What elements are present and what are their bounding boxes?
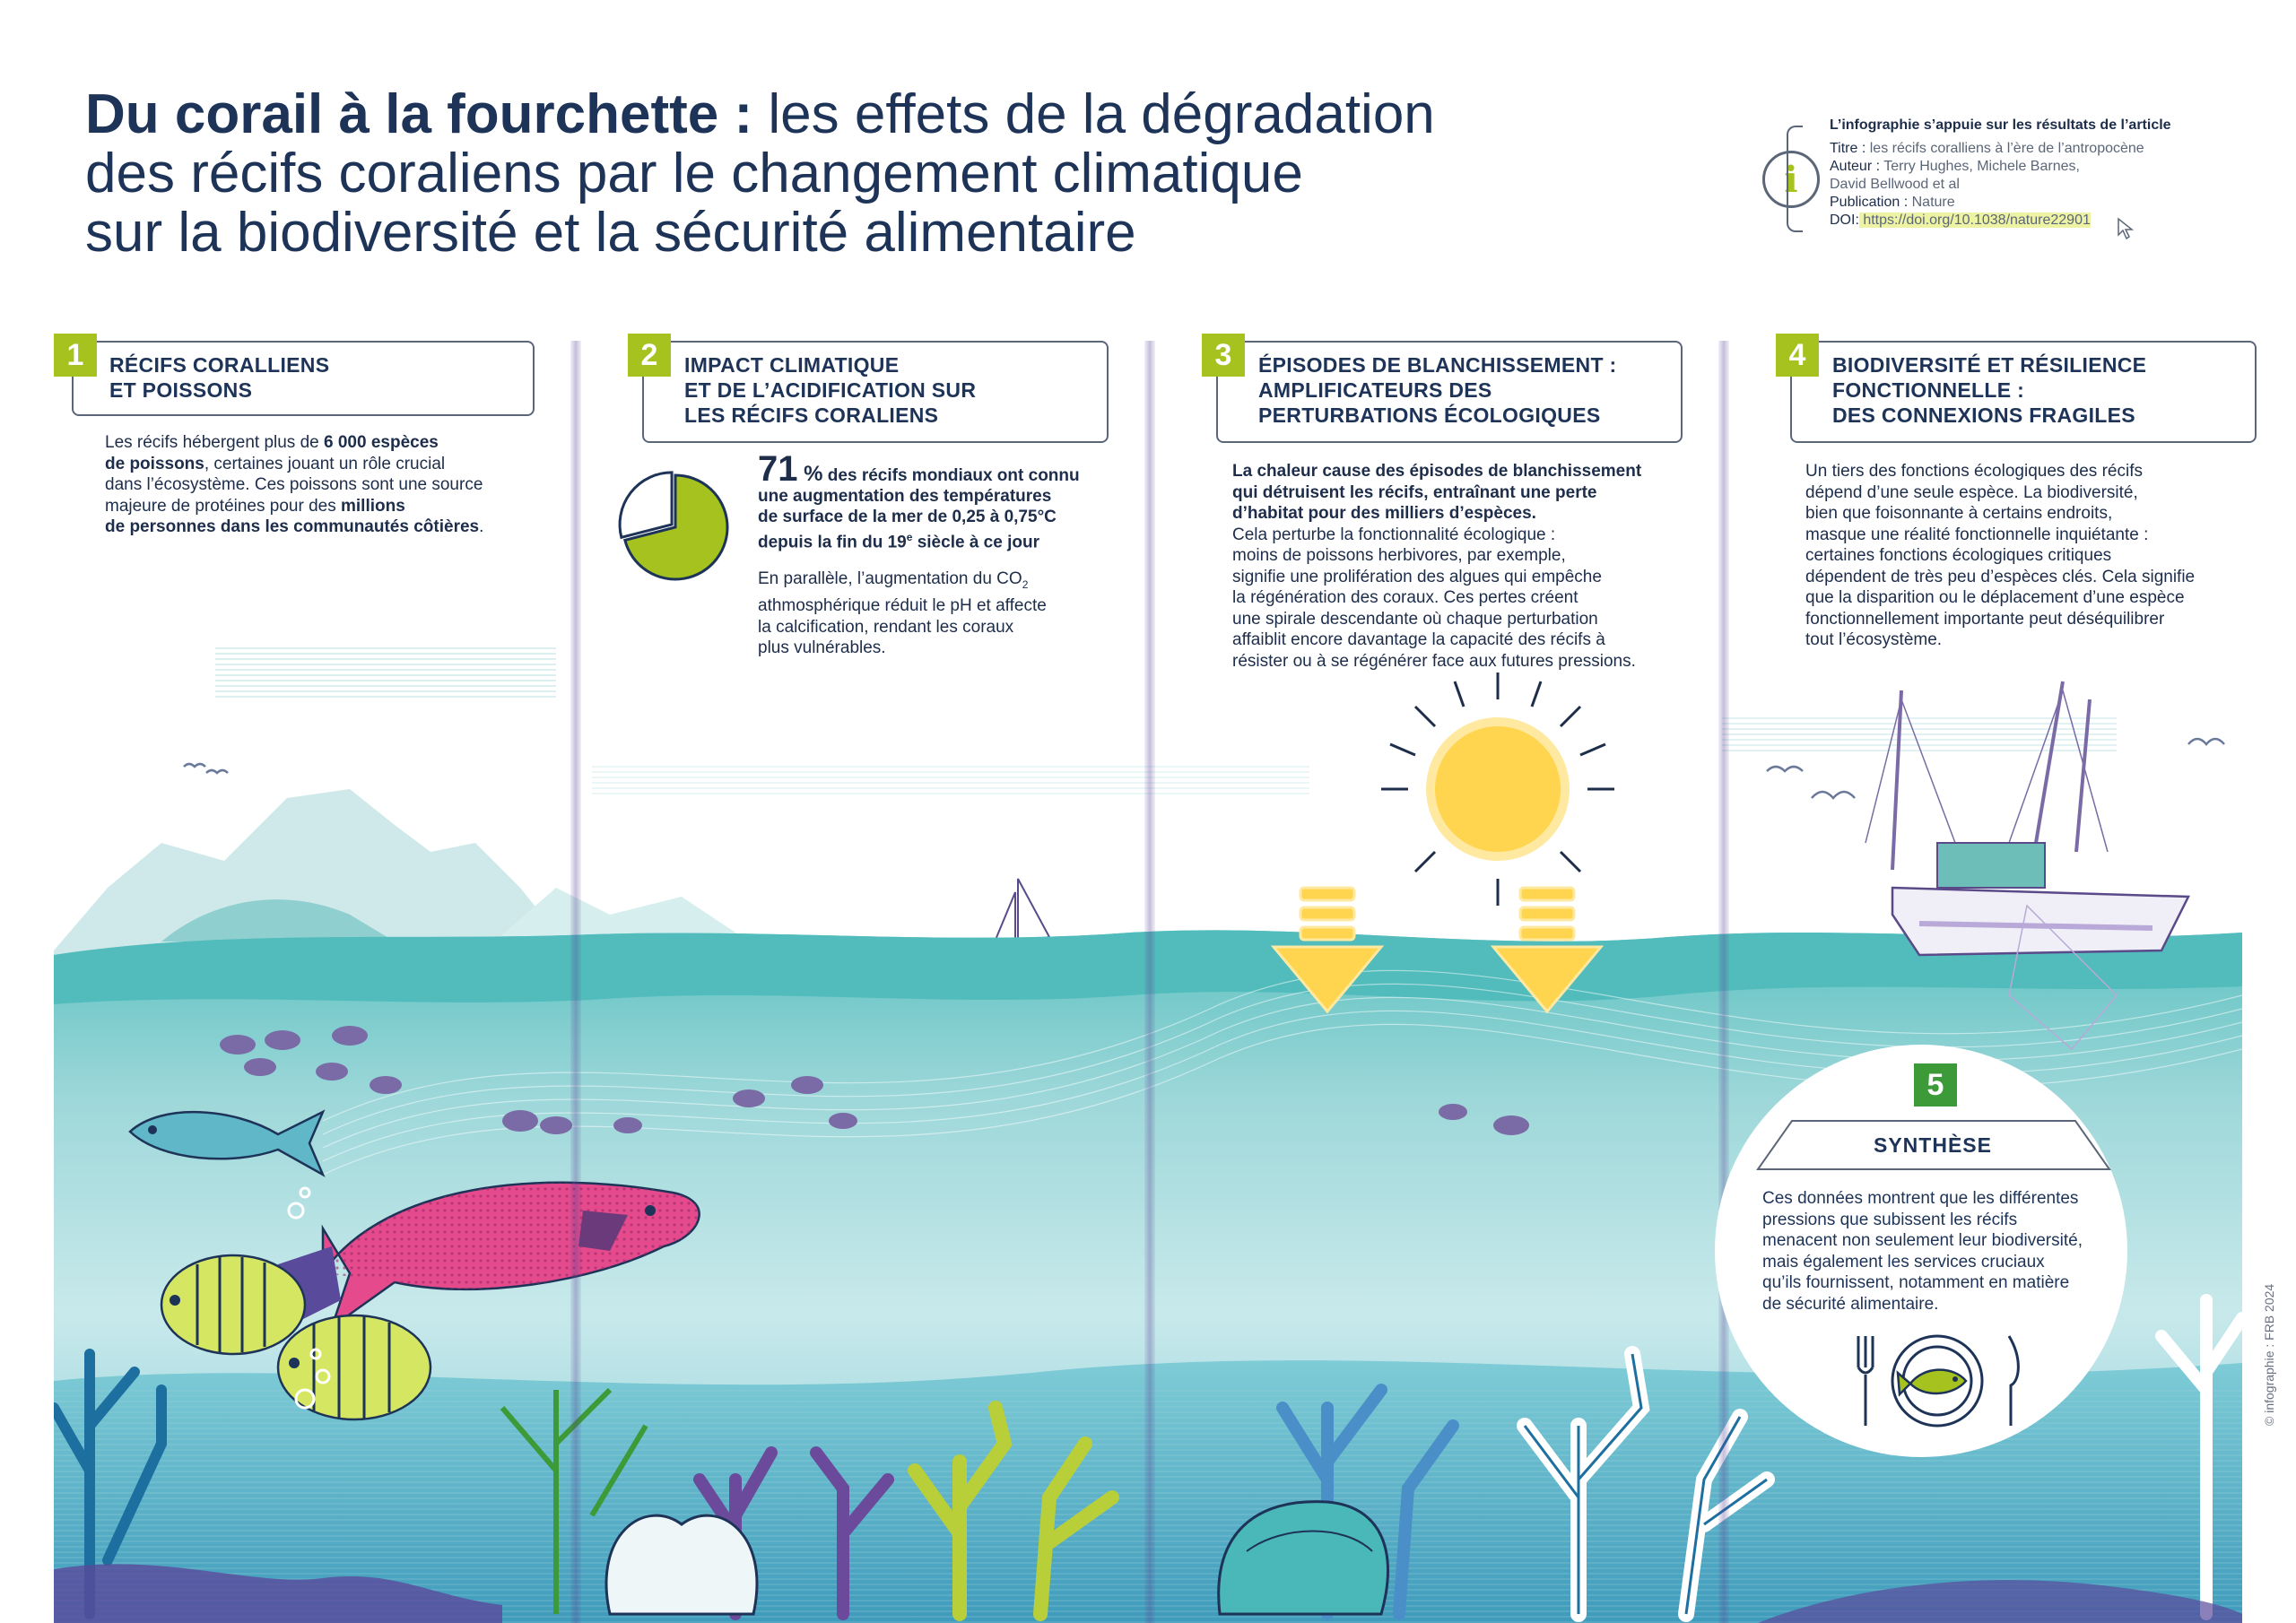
panel-2-text (758, 568, 1117, 659)
panel-3-text-line7: résister ou à se régénérer face aux futures pressions. (1232, 651, 1636, 671)
panel-2-stat (758, 449, 1117, 552)
panel-2-title-line2: ET DE L’ACIDIFICATION SUR (684, 378, 977, 402)
panel-1-text-b: , certaines jouant un rôle crucial (204, 454, 446, 473)
source-auteur-label: Auteur : (1830, 159, 1881, 174)
synthesis-text-line2: pressions que subissent les récifs (1762, 1210, 2018, 1229)
panel-3-text-line2: moins de poissons herbivores, par exemple, (1232, 546, 1566, 565)
panel-3-title-line3: PERTURBATIONS ÉCOLOGIQUES (1258, 404, 1601, 427)
panel-4-text-line8: fonctionnellement importante peut déséquilibrer (1805, 609, 2165, 629)
panel-1-text-b2: de poissons (105, 454, 204, 473)
panel-2-stat-percent: % (797, 462, 823, 486)
panel-2-stat-line1: des récifs mondiaux ont connu (827, 466, 1080, 485)
panel-2-title-line3: LES RÉCIFS CORALIENS (684, 404, 939, 427)
giant-clam (606, 1515, 757, 1614)
panel-3-text-line4: la régénération des coraux. Ces pertes créent (1232, 588, 1578, 607)
synthesis-number: 5 (1914, 1063, 1957, 1107)
panel-2-text-line1: En parallèle, l’augmentation du CO (758, 569, 1022, 588)
panel-4-title-line3: DES CONNEXIONS FRAGILES (1832, 404, 2135, 427)
synthesis-title: SYNTHÈSE (1874, 1133, 1992, 1157)
panel-1-title-line2: ET POISSONS (109, 378, 253, 402)
panel-4-text-line6: dépendent de très peu d’espèces clés. Cela signifie (1805, 567, 2196, 586)
panel-2-pie-chart (614, 464, 740, 590)
panel-4-text-line9: tout l’écosystème. (1805, 630, 1943, 649)
panel-2-stat-sup: e (906, 531, 913, 543)
panel-1-text (105, 432, 553, 538)
panel-4-text (1805, 461, 2254, 651)
source-auteur-value2: David Bellwood et al (1830, 177, 1960, 192)
panel-separator-2 (1144, 341, 1155, 1623)
info-bracket (1787, 126, 1803, 232)
panel-2-stat-line2: une augmentation des températures (758, 487, 1052, 506)
panel-3-text-line3: signifie une prolifération des algues qui empêche (1232, 567, 1602, 586)
title-bold: Du corail à la fourchette : (85, 83, 753, 145)
panel-separator-3 (1718, 341, 1729, 1623)
source-auteur-value: Terry Hughes, Michele Barnes, (1880, 159, 2080, 174)
panel-2-text-line3: la calcification, rendant les coraux (758, 617, 1014, 637)
panel-3-text-line5: une spirale descendante où chaque perturbation (1232, 609, 1598, 629)
panel-1-text-b3: millions (341, 496, 405, 516)
panel-1-text-b1: 6 000 espèces (324, 433, 439, 452)
panel-4-title-line1: BIODIVERSITÉ ET RÉSILIENCE (1832, 353, 2147, 377)
credit-text: © infographie : FRB 2024 (2262, 1283, 2276, 1426)
sky-haze (215, 646, 556, 699)
panel-2-number: 2 (628, 334, 671, 377)
panel-2-stat-line4: depuis la fin du 19 (758, 533, 907, 552)
butterfly-fish-2 (278, 1315, 430, 1419)
title-line1: les effets de la dégradation (752, 83, 1435, 145)
panel-4-text-line7: que la disparition ou le déplacement d’une espèce (1805, 588, 2185, 607)
panel-1-title-line1: RÉCIFS CORALLIENS (109, 353, 330, 377)
panel-4-title-line2: FONCTIONNELLE : (1832, 378, 2025, 402)
synthesis-text-line5: qu’ils fournissent, notamment en matière (1762, 1273, 2070, 1292)
panel-3-text-line6: affaiblit encore davantage la capacité des récifs à (1232, 630, 1605, 649)
panel-4-text-line5: certaines fonctions écologiques critiques (1805, 546, 2112, 565)
panel-1-text-d: majeure de protéines pour des (105, 496, 341, 516)
panel-3-text (1232, 461, 1699, 672)
synthesis-text (1762, 1188, 2121, 1315)
plate-fork-knife-icon (1848, 1332, 2027, 1430)
panel-1-text-e: . (479, 517, 484, 536)
panel-3-text-line1: Cela perturbe la fonctionnalité écologique : (1232, 525, 1556, 544)
source-info (1830, 117, 2251, 230)
panel-4-title (1832, 352, 2245, 428)
panel-3-number: 3 (1202, 334, 1245, 377)
panel-2-stat-line3: de surface de la mer de 0,25 à 0,75°C (758, 508, 1057, 526)
panel-3-bold-line2: qui détruisent les récifs, entraînant une perte (1232, 482, 1597, 502)
panel-3-bold-line1: La chaleur cause des épisodes de blanchissement (1232, 462, 1642, 481)
panel-3-title-line2: AMPLIFICATEURS DES (1258, 378, 1492, 402)
source-doi-label: DOI: (1830, 213, 1859, 228)
panel-3-title-line1: ÉPISODES DE BLANCHISSEMENT : (1258, 353, 1617, 377)
synthesis-text-line1: Ces données montrent que les différentes (1762, 1189, 2079, 1208)
panel-2-text-sub: 2 (1022, 577, 1029, 591)
source-titre-label: Titre : (1830, 141, 1866, 156)
panel-1-text-a: Les récifs hébergent plus de (105, 433, 324, 452)
page-title (85, 85, 1610, 263)
panel-2-text-line4: plus vulnérables. (758, 638, 886, 658)
cursor-icon (2117, 217, 2135, 240)
source-publication-value: Nature (1908, 195, 1955, 210)
panel-2-title (684, 352, 1097, 428)
sky-haze-mid (592, 762, 1309, 798)
source-titre-value: les récifs coralliens à l’ère de l’antropocène (1866, 141, 2144, 156)
panel-2-stat-value: 71 (758, 449, 798, 489)
info-icon: i (1762, 151, 1820, 208)
panel-4-number: 4 (1776, 334, 1819, 377)
title-line3: sur la biodiversité et la sécurité alimentaire (85, 202, 1136, 264)
panel-4-text-line1: Un tiers des fonctions écologiques des récifs (1805, 462, 2143, 481)
panel-4-text-line3: bien que foisonnante à certains endroits, (1805, 504, 2113, 523)
panel-2-stat-line5: siècle à ce jour (912, 533, 1039, 552)
panel-1-text-b4: de personnes dans les communautés côtières (105, 517, 480, 536)
panel-1-title (109, 352, 522, 403)
pie-slice-rest (620, 473, 672, 537)
panel-separator-1 (570, 341, 581, 1623)
title-line2: des récifs coraliens par le changement climatique (85, 143, 1303, 204)
panel-3-title (1258, 352, 1671, 428)
panel-3-bold-line3: d’habitat pour des milliers d’espèces. (1232, 504, 1536, 523)
sun (1381, 673, 1614, 906)
synthesis-text-line6: de sécurité alimentaire. (1762, 1294, 1939, 1314)
panel-2-title-line1: IMPACT CLIMATIQUE (684, 353, 900, 377)
panel-4-text-line4: masque une réalité fonctionnelle inquiétante : (1805, 525, 2149, 544)
synthesis-text-line3: menacent non seulement leur biodiversité, (1762, 1231, 2083, 1250)
source-publication-label: Publication : (1830, 195, 1909, 210)
butterfly-fish-1 (161, 1255, 305, 1354)
synthesis-text-line4: mais également les services cruciaux (1762, 1252, 2045, 1271)
panel-2-text-line2: athmosphérique réduit le pH et affecte (758, 596, 1047, 616)
panel-4-text-line2: dépend d’une seule espèce. La biodiversité, (1805, 482, 2138, 502)
panel-1-number: 1 (54, 334, 97, 377)
source-heading: L’infographie s’appuie sur les résultats de l’article (1830, 117, 2171, 133)
panel-1-text-c: dans l’écosystème. Ces poissons sont une source (105, 475, 483, 494)
doi-link[interactable]: https://doi.org/10.1038/nature22901 (1858, 213, 2091, 228)
